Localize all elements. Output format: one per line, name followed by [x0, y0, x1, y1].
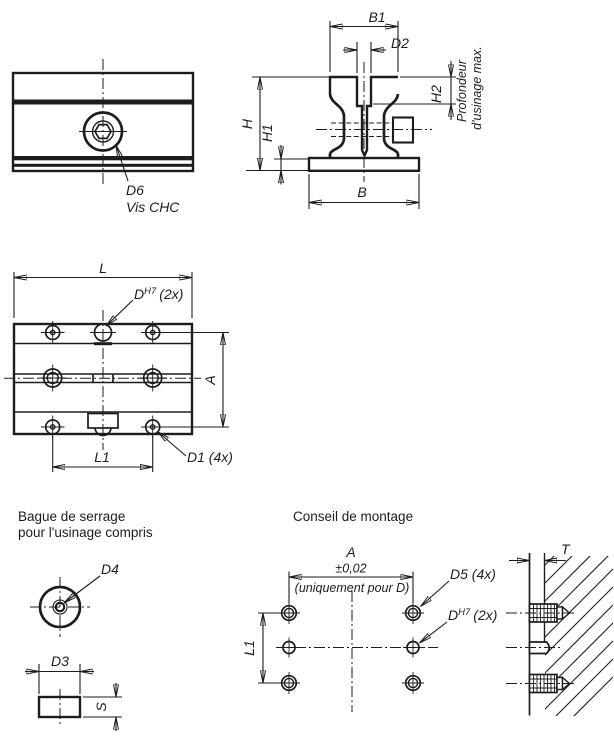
hole-d5-bottom-right [402, 672, 424, 694]
label-d6: D6 [126, 182, 144, 198]
label-dh7-mounting: $D^{H7}$ (2x) [448, 607, 498, 623]
depth-note-line1: Profondeur [455, 60, 469, 122]
label-a-mounting: A [346, 544, 356, 560]
plan-view [4, 260, 233, 472]
dim-a-plan [161, 333, 229, 428]
dim-h2 [373, 46, 484, 130]
label-d5: D5 (4x) [450, 566, 496, 582]
label-d4: D4 [101, 561, 119, 577]
dim-h1 [259, 124, 309, 184]
label-tolerance: ±0,02 [335, 561, 367, 576]
wall-section [506, 474, 614, 750]
label-s: S [93, 702, 109, 712]
label-h2: H2 [428, 85, 444, 103]
label-vis-chc: Vis CHC [126, 199, 180, 215]
ring-title-line2: pour l'usinage compris [18, 525, 153, 540]
label-t: T [561, 541, 570, 557]
ring-front [30, 577, 90, 637]
d6-leader [116, 145, 128, 181]
dim-a-mounting [289, 544, 413, 603]
ring-title-line1: Bague de serrage [18, 509, 126, 524]
label-d1: D1 (4x) [187, 449, 233, 465]
hole-d5-top-left [278, 602, 300, 624]
dim-d3 [25, 653, 94, 694]
dim-s [83, 683, 122, 731]
front-groove-band-bottom2 [13, 164, 193, 167]
waist-left [330, 94, 344, 158]
ring-detail [18, 509, 153, 731]
screw-top [506, 604, 577, 622]
d5-leader [421, 581, 450, 607]
dim-l1-mounting [241, 613, 280, 683]
hole-d5-bottom-left [278, 672, 300, 694]
dh7-leader [106, 300, 133, 326]
label-l1-plan: L1 [94, 449, 110, 465]
front-groove-band-bottom1 [13, 156, 193, 160]
label-uniquement: (uniquement pour D) [294, 581, 410, 595]
section-view [239, 9, 484, 209]
ring-side [39, 689, 80, 726]
label-dh7: $D^{H7}$ (2x) [134, 286, 184, 302]
dim-d2 [343, 35, 409, 73]
dim-l1-plan [53, 436, 153, 472]
hole-dh7-middle-right [403, 638, 423, 658]
label-h: H [239, 118, 255, 130]
label-b1: B1 [368, 9, 386, 25]
label-h1: H1 [259, 124, 275, 142]
label-l1-mounting: L1 [241, 640, 257, 656]
dowel-pin-middle [506, 642, 562, 654]
label-d2: D2 [391, 35, 409, 51]
dim-h [239, 77, 330, 171]
dim-t [509, 541, 571, 561]
mounting-title: Conseil de montage [293, 509, 414, 524]
mounting-detail [241, 509, 497, 712]
front-groove-band-top [13, 100, 193, 105]
label-b: B [357, 184, 367, 200]
hole-d5-top-right [402, 602, 424, 624]
label-a-plan: A [202, 375, 218, 385]
label-d3: D3 [51, 653, 69, 669]
screw-bottom [506, 675, 577, 693]
dh7-mounting-leader [420, 622, 448, 643]
label-l: L [99, 260, 107, 276]
front-view [13, 59, 193, 215]
depth-note-line2: d'usinage max. [470, 46, 484, 130]
hole-dh7-middle-left [279, 638, 299, 658]
